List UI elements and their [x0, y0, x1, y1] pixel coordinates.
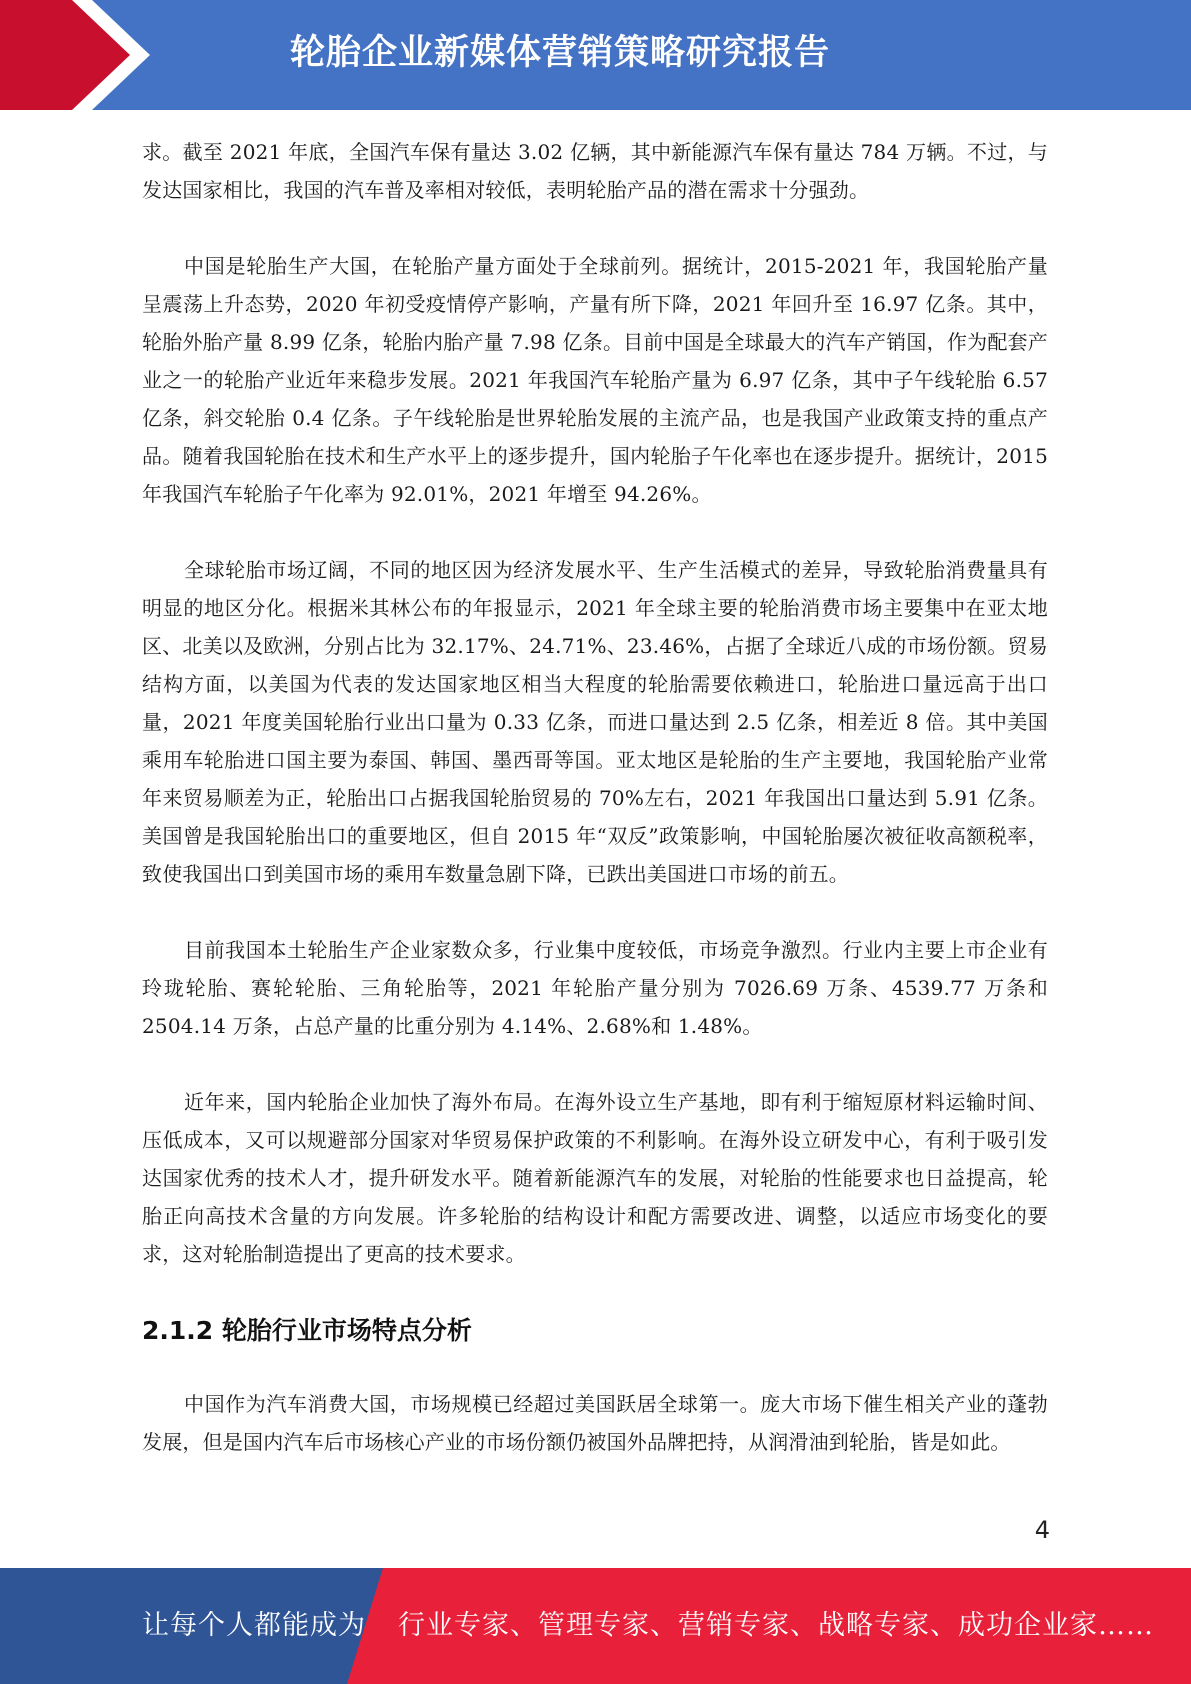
body-paragraph-5: 近年来，国内轮胎企业加快了海外布局。在海外设立生产基地，即有利于缩短原材料运输时间、压低成本，又可以规避部分国家对华贸易保护政策的不利影响。在海外设立研发中心，有利于吸引发达国家优秀的技术人才，提升研发水平。随着新能源汽车的发展，对轮胎的性能要求也日益提高，轮胎正向高技术含量的方向发展。许多轮胎的结构设计和配方需要改进、调整，以适应市场变化的要求，这对轮胎制造提出了更高的技术要求。: [142, 1090, 1048, 1266]
page-header: [0, 0, 1191, 110]
body-content: [142, 133, 1048, 1499]
header-arrow-red: [0, 0, 130, 110]
body-paragraph-3: 全球轮胎市场辽阔，不同的地区因为经济发展水平、生产生活模式的差异，导致轮胎消费量具有明显的地区分化。根据米其林公布的年报显示，2021 年全球主要的轮胎消费市场主要集中在亚太地区、北美以及欧洲，分别占比为 32.17%、24.71%、23.46%，占据了全球近八成的市场份额。贸易结构方面，以美国为代表的发达国家地区相当大程度的轮胎需要依赖进口，轮胎进口量远高于出口量，2021 年度美国轮胎行业出口量为 0.33 亿条，而进口量达到 2.5 亿条，相差近 8 倍。其中美国乘用车轮胎进口国主要为泰国、韩国、墨西哥等国。亚太地区是轮胎的生产主要地，我国轮胎产业常年来贸易顺差为正，轮胎出口占据我国轮胎贸易的 70%左右，2021 年我国出口量达到 5.91 亿条。美国曾是我国轮胎出口的重要地区，但自 2015 年“双反”政策影响，中国轮胎屡次被征收高额税率，致使我国出口到美国市场的乘用车数量急剧下降，已跌出美国进口市场的前五。: [142, 558, 1048, 886]
page-number: 4: [1034, 1516, 1050, 1544]
body-paragraph-6: 中国作为汽车消费大国，市场规模已经超过美国跃居全球第一。庞大市场下催生相关产业的蓬勃发展，但是国内汽车后市场核心产业的市场份额仍被国外品牌把持，从润滑油到轮胎，皆是如此。: [142, 1392, 1048, 1454]
header-arrow-graphic: [0, 0, 160, 110]
page-title: 轮胎企业新媒体营销策略研究报告: [290, 33, 831, 73]
body-paragraph-1: 求。截至 2021 年底，全国汽车保有量达 3.02 亿辆，其中新能源汽车保有量达 784 万辆。不过，与发达国家相比，我国的汽车普及率相对较低，表明轮胎产品的潜在需求十分强劲。: [142, 140, 1048, 202]
section-heading: 2.1.2 轮胎行业市场特点分析: [142, 1316, 472, 1345]
body-paragraph-4: 目前我国本土轮胎生产企业家数众多，行业集中度较低，市场竞争激烈。行业内主要上市企业有玲珑轮胎、赛轮轮胎、三角轮胎等，2021 年轮胎产量分别为 7026.69 万条、4539.77 万条和 2504.14 万条，占总产量的比重分别为 4.14%、2.68%和 1.48%。: [142, 938, 1048, 1038]
footer-slogan-left: 让每个人都能成为: [142, 1610, 366, 1641]
body-paragraph-2: 中国是轮胎生产大国，在轮胎产量方面处于全球前列。据统计，2015-2021 年，我国轮胎产量呈震荡上升态势，2020 年初受疫情停产影响，产量有所下降，2021 年回升至 16.97 亿条。其中，轮胎外胎产量 8.99 亿条，轮胎内胎产量 7.98 亿条。目前中国是全球最大的汽车产销国，作为配套产业之一的轮胎产业近年来稳步发展。2021 年我国汽车轮胎产量为 6.97 亿条，其中子午线轮胎 6.57 亿条，斜交轮胎 0.4 亿条。子午线轮胎是世界轮胎发展的主流产品，也是我国产业政策支持的重点产品。随着我国轮胎在技术和生产水平上的逐步提升，国内轮胎子午化率也在逐步提升。据统计，2015 年我国汽车轮胎子午化率为 92.01%，2021 年增至 94.26%。: [142, 254, 1048, 506]
footer-slogan-right: 行业专家、管理专家、营销专家、战略专家、成功企业家……: [398, 1610, 1154, 1641]
page-footer: [0, 1568, 1191, 1684]
